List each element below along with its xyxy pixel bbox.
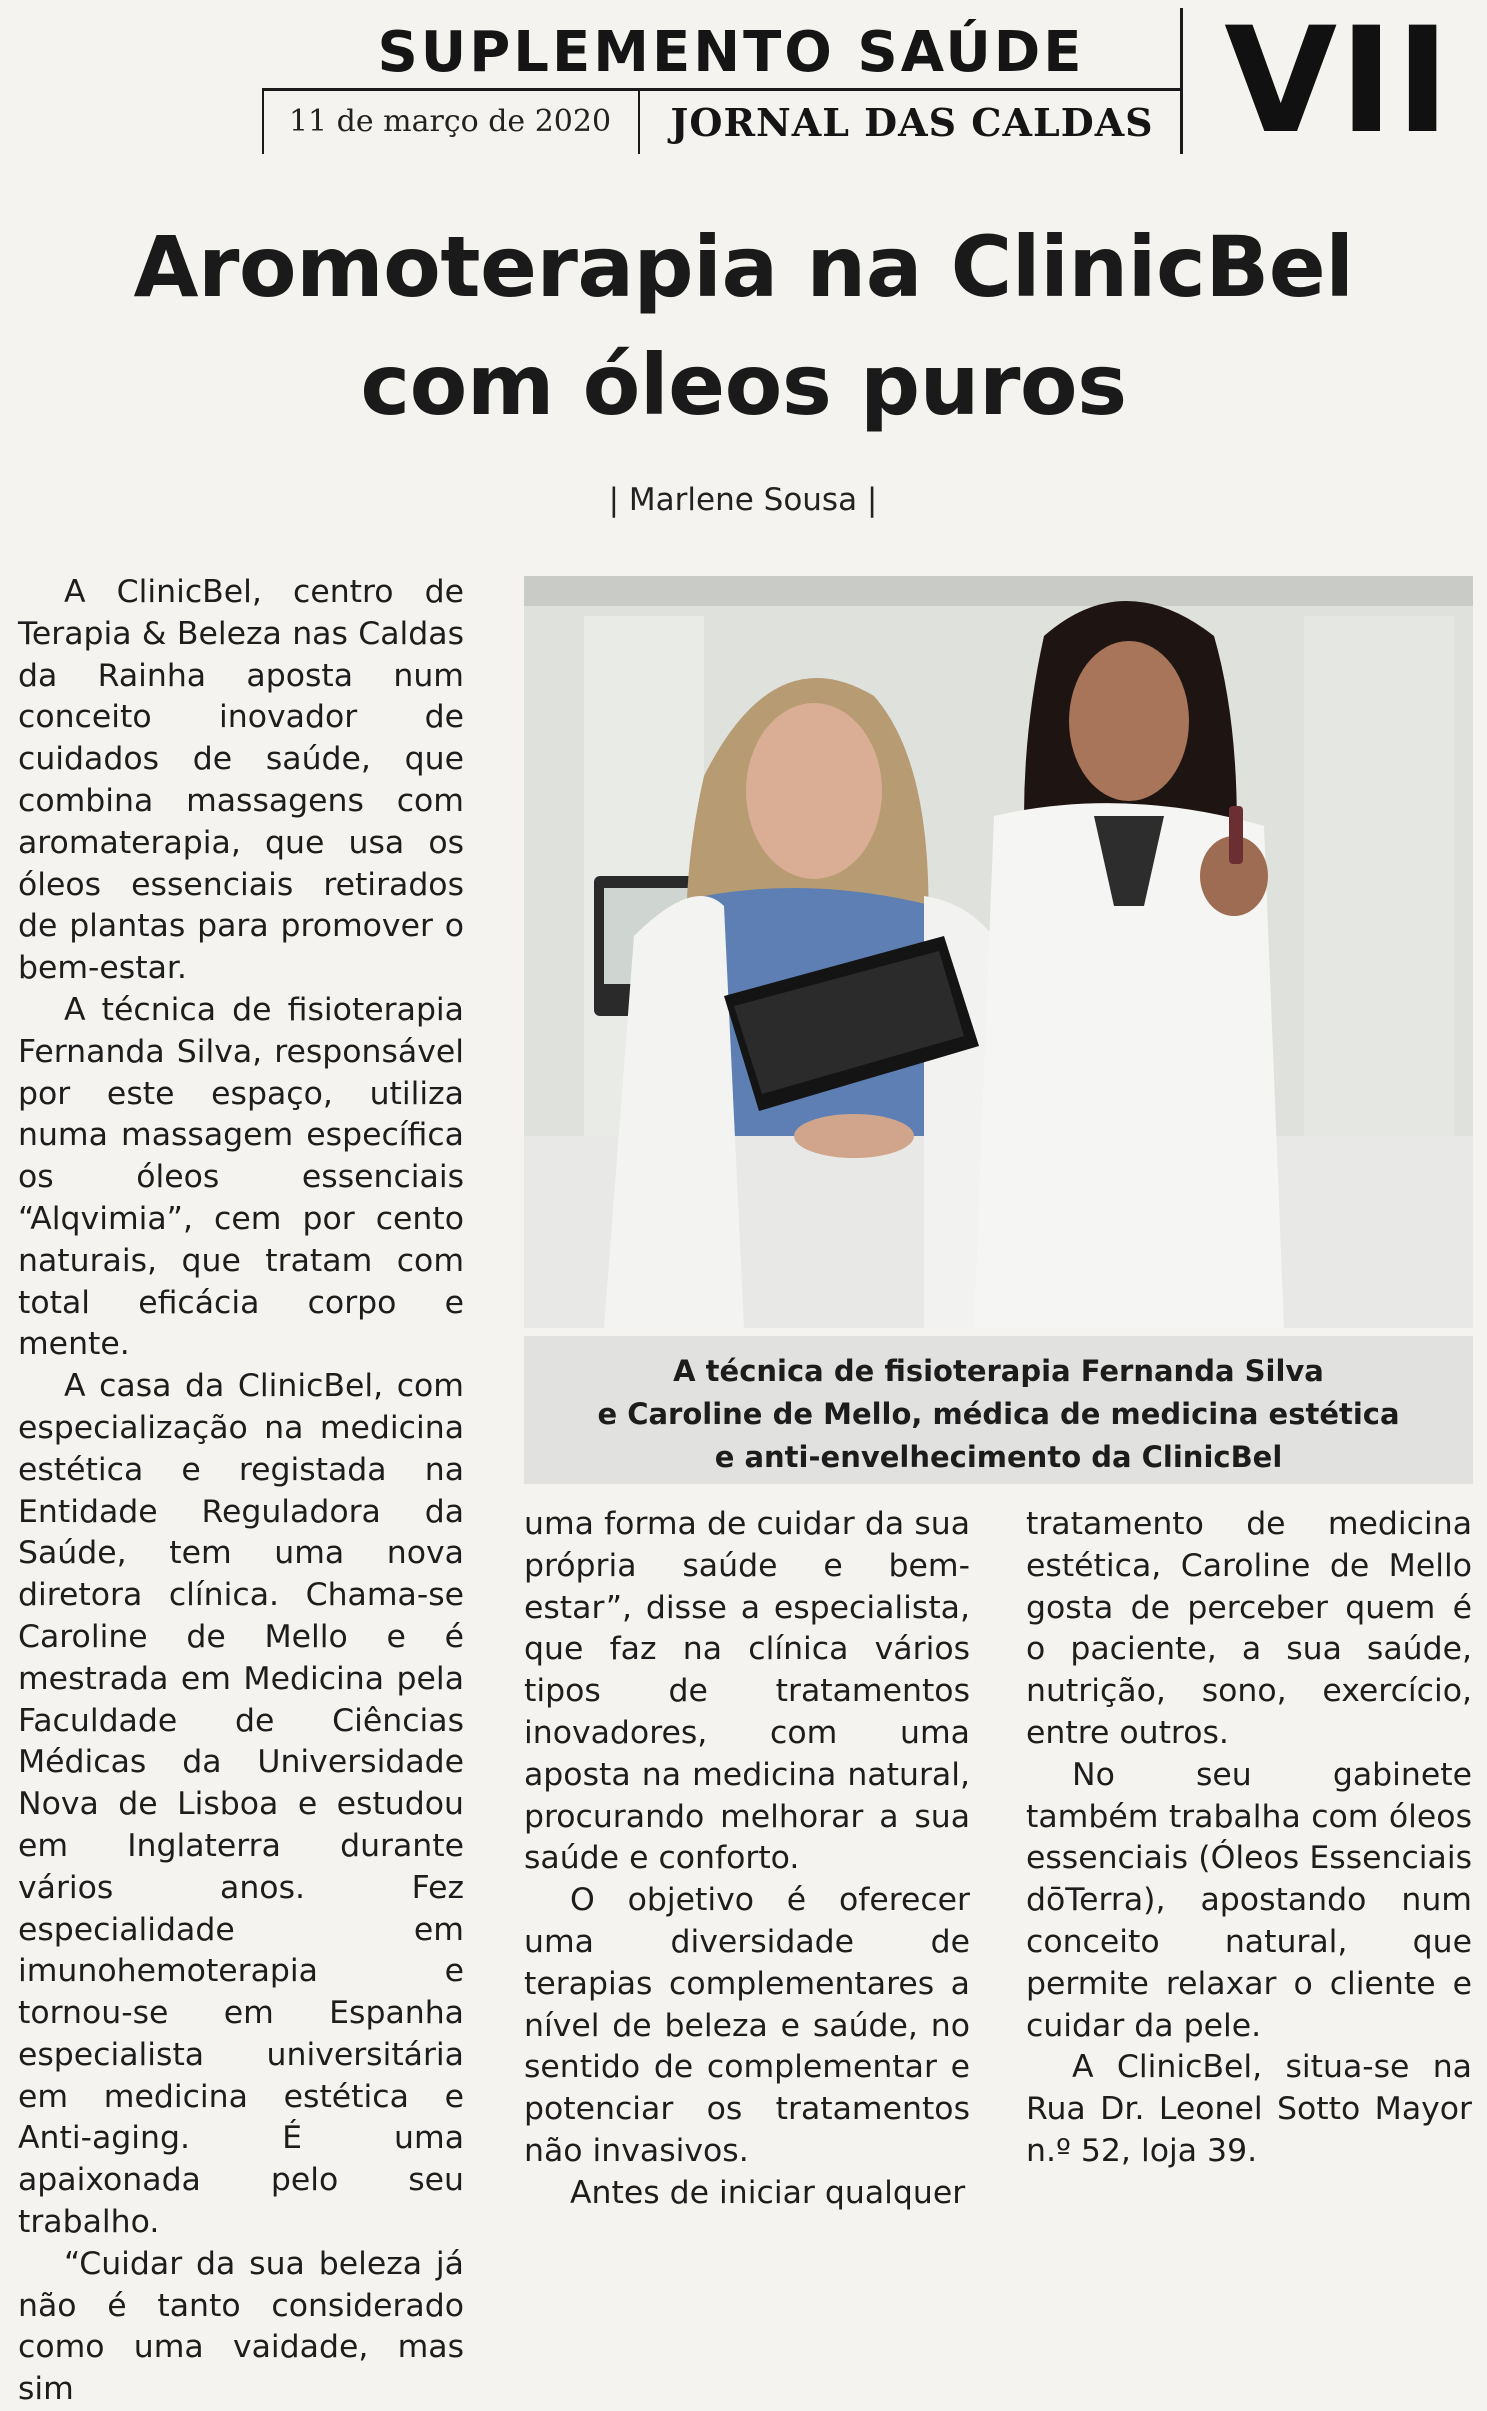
article-photo	[524, 576, 1473, 1328]
headline-line-2: com óleos puros	[360, 336, 1127, 434]
masthead-divider-middle	[638, 88, 640, 154]
paragraph: No seu gabinete também trabalha com óleos essenciais (Óleos Essenciais dōTerra), apostando num conceito natural, que permite relaxar o cliente e cuidar da pele.	[1026, 1756, 1472, 2044]
photo-two-women-holding-oils-icon	[524, 576, 1473, 1328]
paragraph: A técnica de fisioterapia Fernanda Silva, responsável por este espaço, utiliza numa massagem específica os óleos essenciais “Alqvimia”, cem por cento naturais, que tratam com total eficácia corpo e mente.	[18, 991, 464, 1363]
paragraph: tratamento de medicina estética, Caroline de Mello gosta de perceber quem é o paciente, a sua saúde, nutrição, sono, exercício, entre outros.	[1026, 1506, 1472, 1751]
paragraph: O objetivo é oferecer uma diversidade de terapias complementares a nível de beleza e saúde, no sentido de complementar e potenciar os tratamentos não invasivos.	[524, 1882, 970, 2169]
paragraph: Antes de iniciar qualquer	[570, 2174, 966, 2211]
newspaper-name: JORNAL DAS CALDAS	[670, 100, 1154, 145]
article-column-2	[524, 1504, 970, 2211]
paragraph: A casa da ClinicBel, com especialização na medicina estética e registada na Entidade Reguladora da Saúde, tem uma nova diretora clínica. Chama-se Caroline de Mello e é mestrada em Medicina pela Faculdade de Ciências Médicas da Universidade Nova de Lisboa e estudou em Inglaterra durante vários anos. Fez especialidade em imunohemoterapia e tornou-se em Espanha especialista universitária em medicina estética e Anti-aging. É uma apaixonada pelo seu trabalho.	[18, 1368, 464, 2241]
supplement-title: SUPLEMENTO SAÚDE	[377, 20, 1085, 85]
byline: | Marlene Sousa |	[608, 482, 878, 518]
paragraph: A ClinicBel, situa-se na Rua Dr. Leonel Sotto Mayor n.º 52, loja 39.	[1026, 2049, 1472, 2169]
paragraph: A ClinicBel, centro de Terapia & Beleza nas Caldas da Rainha aposta num conceito inovador de cuidados de saúde, que combina massagens com aromaterapia, que usa os óleos essenciais retirados de plantas para promover o bem-estar.	[18, 574, 464, 987]
paragraph: “Cuidar da sua beleza já não é tanto considerado como uma vaidade, mas sim	[18, 2245, 464, 2408]
caption-line-2: e Caroline de Mello, médica de medicina estética	[597, 1397, 1400, 1431]
page-number: VII	[1224, 0, 1452, 166]
masthead-rule	[262, 88, 1180, 91]
article-headline	[40, 208, 1447, 444]
article-column-3	[1026, 1504, 1472, 2184]
paragraph: uma forma de cuidar da sua própria saúde e bem-estar”, disse a especialista, que faz na clínica vários tipos de tratamentos inovadores, com uma aposta na medicina natural, procurando melhorar a sua saúde e conforto.	[524, 1506, 970, 1877]
headline-line-1: Aromoterapia na ClinicBel	[133, 218, 1354, 316]
issue-date: 11 de março de 2020	[288, 104, 612, 139]
photo-caption	[524, 1336, 1473, 1484]
caption-line-3: e anti-envelhecimento da ClinicBel	[714, 1440, 1283, 1474]
masthead-divider-right	[1180, 8, 1183, 154]
caption-line-1: A técnica de fisioterapia Fernanda Silva	[673, 1354, 1324, 1388]
masthead-divider-left	[262, 88, 264, 154]
article-column-1	[18, 572, 464, 2408]
